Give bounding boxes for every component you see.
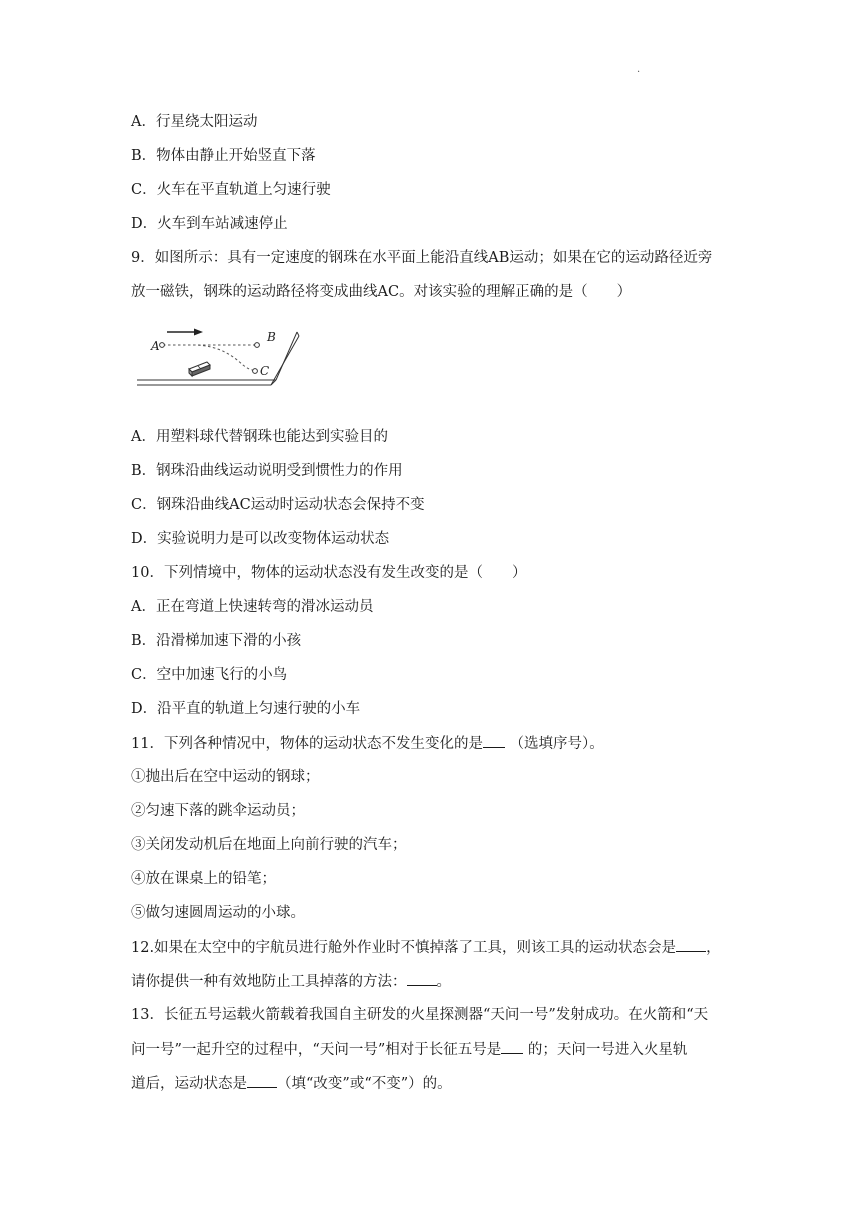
q12-text: 请你提供一种有效地防止工具掉落的方法： <box>131 974 407 990</box>
table-right-edge <box>276 332 297 380</box>
point-a <box>160 343 165 348</box>
q8-option-c: C．火车在平直轨道上匀速行驶 <box>131 182 331 198</box>
answer-blank[interactable] <box>483 733 505 748</box>
q11-stem-tail: （选填序号）。 <box>504 736 604 752</box>
q13-text: 问一号”一起升空的过程中，“天问一号”相对于长征五号是 <box>131 1042 502 1058</box>
q9-option-a: A．用塑料球代替钢珠也能达到实验目的 <box>131 429 388 445</box>
q9-figure <box>131 320 301 394</box>
q11-item-1: ①抛出后在空中运动的钢球； <box>131 769 320 785</box>
q13-line-1: 13．长征五号运载火箭载着我国自主研发的火星探测器“天问一号”发射成功。在火箭和“天 <box>131 1007 709 1023</box>
q13-line-2 <box>131 1039 687 1060</box>
q11-item-5: ⑤做匀速圆周运动的小球。 <box>131 905 305 921</box>
q11-item-4: ④放在课桌上的铅笔； <box>131 871 276 887</box>
q9-option-b: B．钢珠沿曲线运动说明受到惯性力的作用 <box>131 463 403 479</box>
q13-line-3 <box>131 1073 452 1094</box>
answer-blank[interactable] <box>407 971 437 986</box>
q13-text-tail: （填“改变”或“不变”）的。 <box>277 1076 452 1092</box>
q9-stem-line-1: 9．如图所示：具有一定速度的钢珠在水平面上能沿直线AB运动；如果在它的运动路径近旁 <box>131 250 713 266</box>
q8-option-a: A．行星绕太阳运动 <box>131 114 258 130</box>
q12-text-tail: 。 <box>436 974 451 990</box>
q9-option-c: C．钢珠沿曲线AC运动时运动状态会保持不变 <box>131 497 425 513</box>
q9-option-d: D．实验说明力是可以改变物体运动状态 <box>131 531 390 547</box>
point-c <box>253 369 258 374</box>
label-b: B <box>267 330 276 344</box>
q11-stem-text: 11．下列各种情况中，物体的运动状态不发生变化的是 <box>131 736 483 752</box>
q11-item-2: ②匀速下落的跳伞运动员； <box>131 803 305 819</box>
q8-option-b: B．物体由静止开始竖直下落 <box>131 148 316 164</box>
q12-line-2 <box>131 971 451 992</box>
answer-blank[interactable] <box>676 937 706 952</box>
answer-blank[interactable] <box>247 1073 277 1088</box>
q11-item-3: ③关闭发动机后在地面上向前行驶的汽车； <box>131 837 407 853</box>
page-mark: . <box>637 64 641 75</box>
direction-arrow-head <box>194 329 203 336</box>
q12-text: 12.如果在太空中的宇航员进行舱外作业时不慎掉落了工具，则该工具的运动状态会是 <box>131 940 677 956</box>
point-b <box>255 343 260 348</box>
q12-line-1 <box>131 937 721 958</box>
q9-stem-line-2: 放一磁铁，钢珠的运动路径将变成曲线AC。对该实验的理解正确的是（ ） <box>131 284 632 300</box>
magnet-icon <box>189 362 210 376</box>
label-a: A <box>151 339 160 353</box>
q13-text-tail: 的；天问一号进入火星轨 <box>523 1042 688 1058</box>
q10-option-d: D．沿平直的轨道上匀速行驶的小车 <box>131 701 361 717</box>
magnet-experiment-diagram <box>131 320 301 394</box>
q10-option-c: C．空中加速飞行的小鸟 <box>131 667 288 683</box>
q8-option-d: D．火车到车站减速停止 <box>131 216 288 232</box>
q11-stem <box>131 733 604 754</box>
label-c: C <box>260 364 270 378</box>
q10-option-b: B．沿滑梯加速下滑的小孩 <box>131 633 302 649</box>
q13-text: 道后，运动状态是 <box>131 1076 247 1092</box>
answer-blank[interactable] <box>501 1039 523 1054</box>
q10-stem: 10．下列情境中，物体的运动状态没有发生改变的是（ ） <box>131 565 527 581</box>
q10-option-a: A．正在弯道上快速转弯的滑冰运动员 <box>131 599 374 615</box>
q12-text-tail: ， <box>706 940 721 956</box>
